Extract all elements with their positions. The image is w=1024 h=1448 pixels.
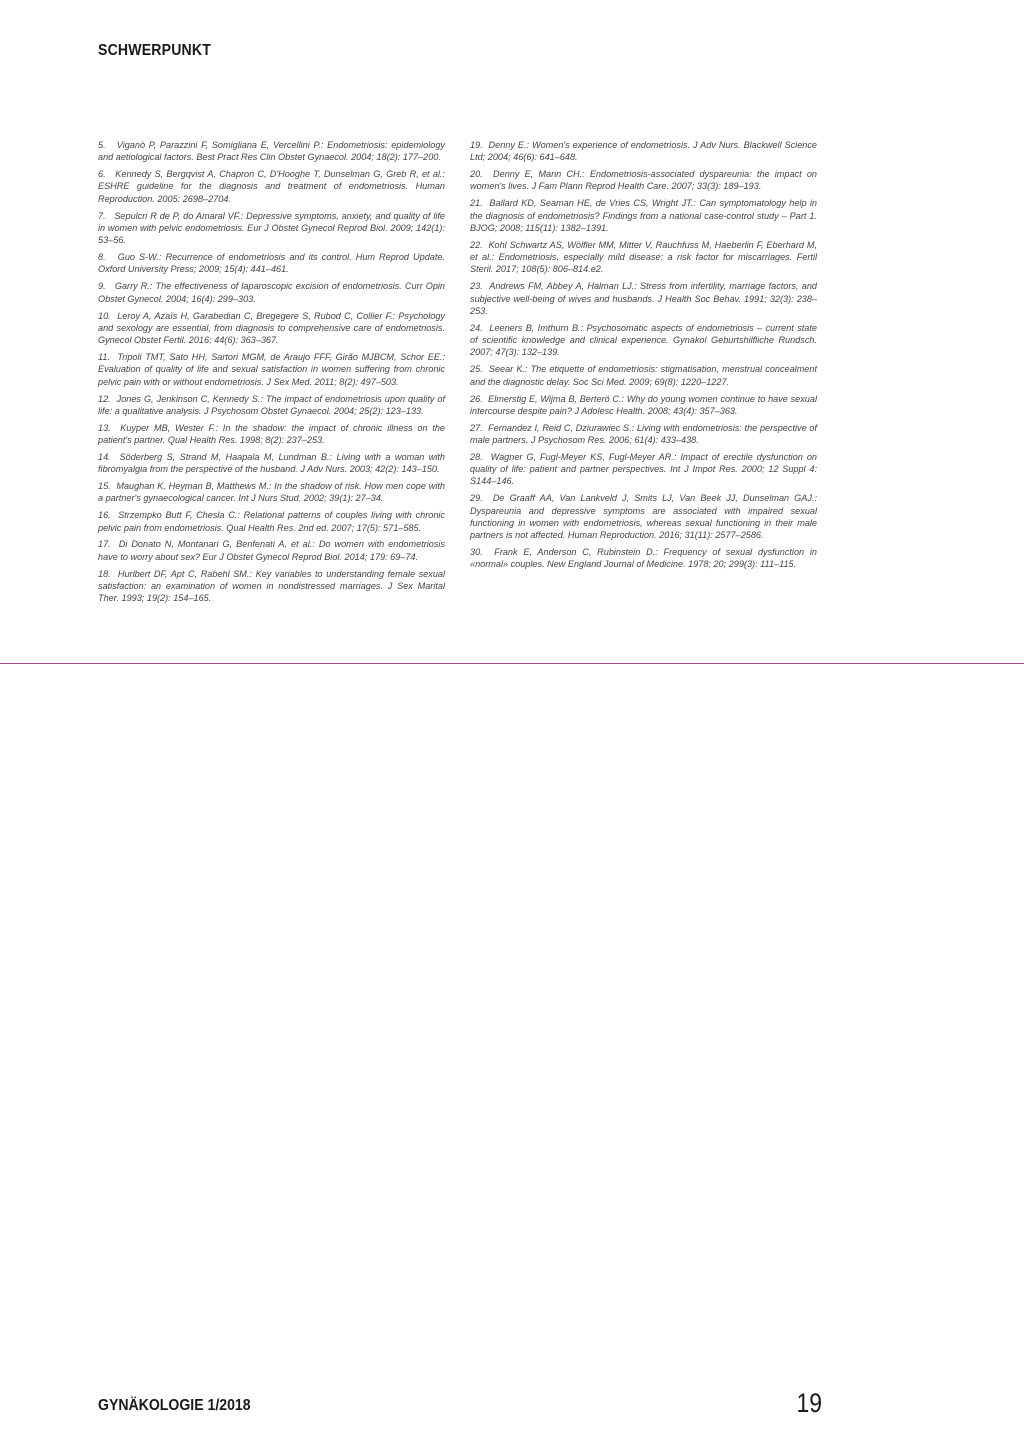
reference-item: 9. Garry R.: The effectiveness of laparoscopic excision of endometriosis. Curr Opin Obstet Gynecol. 2004; 16(4): 299–303. bbox=[98, 281, 445, 304]
section-header: SCHWERPUNKT bbox=[98, 42, 212, 59]
reference-item: 19. Denny E.: Women's experience of endometriosis. J Adv Nurs. Blackwell Science Ltd; 2004; 46(6): 641–648. bbox=[470, 140, 817, 163]
page-number: 19 bbox=[796, 1388, 822, 1418]
reference-item: 7. Sepulcri R de P, do Amaral VF.: Depressive symptoms, anxiety, and quality of life in women with pelvic endometriosis. Eur J Obstet Gynecol Reprod Biol. 2009; 142(1): 53–56. bbox=[98, 210, 445, 246]
reference-item: 15. Maughan K, Heyman B, Matthews M.: In the shadow of risk. How men cope with a partner's gynaecological cancer. Int J Nurs Stud. 2002; 39(1): 27–34. bbox=[98, 481, 445, 504]
reference-item: 10. Leroy A, Azaïs H, Garabedian C, Bregegere S, Rubod C, Collier F.: Psychology and sexology are essential, from diagnosis to comprehensive care of endometriosis. Gynecol Obstet Fertil. 2016; 44(6): 363–367. bbox=[98, 310, 445, 346]
reference-item: 24. Leeners B, Imthurn B.: Psychosomatic aspects of endometriosis – current state of scientific knowledge and clinical experience. Gynakol Geburtshilfliche Rundsch. 2007; 47(3): 132–139. bbox=[470, 322, 817, 358]
section-divider bbox=[0, 663, 1024, 664]
reference-item: 6. Kennedy S, Bergqvist A, Chapron C, D'Hooghe T, Dunselman G, Greb R, et al.: ESHRE guideline for the diagnosis and treatment of endometriosis. Human Reproduction. 2005: 2698–2704. bbox=[98, 169, 445, 204]
journal-footer: GYNÄKOLOGIE 1/2018 bbox=[98, 1397, 251, 1414]
references-column-left bbox=[98, 139, 445, 609]
reference-item: 22. Kohl Schwartz AS, Wölfler MM, Mitter V, Rauchfuss M, Haeberlin F, Eberhard M, et al.: Endometriosis, especially mild disease: a risk factor for miscarriages. Fertil Steril. 2017; 108(5): 806–814.e2. bbox=[470, 239, 817, 275]
reference-item: 25. Seear K.: The etiquette of endometriosis: stigmatisation, menstrual concealment and the diagnostic delay. Soc Sci Med. 2009; 69(8): 1220–1227. bbox=[470, 364, 817, 387]
reference-item: 5. Viganò P, Parazzini F, Somigliana E, Vercellini P.: Endometriosis: epidemiology and aetiological factors. Best Pract Res Clin Obstet Gynaecol. 2004; 18(2): 177–200. bbox=[98, 140, 445, 163]
reference-item: 13. Kuyper MB, Wester F.: In the shadow: the impact of chronic illness on the patient's partner. Qual Health Res. 1998; 8(2): 237–253. bbox=[98, 422, 445, 445]
reference-item: 30. Frank E, Anderson C, Rubinstein D.: Frequency of sexual dysfunction in «normal» couples. New England Journal of Medicine. 1978; 20; 299(3): 111–115. bbox=[470, 547, 817, 570]
reference-item: 14. Söderberg S, Strand M, Haapala M, Lundman B.: Living with a woman with fibromyalgia from the perspective of the husband. J Adv Nurs. 2003; 42(2): 143–150. bbox=[98, 451, 445, 475]
reference-item: 20. Denny E, Mann CH.: Endometriosis-associated dyspareunia: the impact on women's lives. J Fam Plann Reprod Health Care. 2007; 33(3): 189–193. bbox=[470, 169, 817, 192]
reference-item: 29. De Graaff AA, Van Lankveld J, Smits LJ, Van Beek JJ, Dunselman GAJ.: Dyspareunia and depressive symptoms are associated with impaired sexual functioning in women with endometriosis, whereas sexual functioning in their male partners is not affected. Human Reproduction. 2016; 31(11): 2577–2586. bbox=[470, 493, 817, 541]
reference-item: 27. Fernandez I, Reid C, Dziurawiec S.: Living with endometriosis: the perspective of male partners. J Psychosom Res. 2006; 61(4): 433–438. bbox=[470, 422, 817, 445]
reference-item: 18. Hurlbert DF, Apt C, Rabehl SM.: Key variables to understanding female sexual satisfaction: an examination of women in nondistressed marriages. J Sex Marital Ther. 1993; 19(2): 154–165. bbox=[98, 568, 445, 604]
reference-item: 16. Strzempko Butt F, Chesla C.: Relational patterns of couples living with chronic pelvic pain from endometriosis. Qual Health Res. 2nd ed. 2007; 17(5): 571–585. bbox=[98, 510, 445, 533]
reference-item: 17. Di Donato N, Montanari G, Benfenati A, et al.: Do women with endometriosis have to worry about sex? Eur J Obstet Gynecol Reprod Biol. 2014; 179: 69–74. bbox=[98, 539, 445, 562]
reference-item: 8. Guo S-W.: Recurrence of endometriosis and its control. Hum Reprod Update. Oxford University Press; 2009; 15(4): 441–461. bbox=[98, 252, 445, 275]
reference-item: 23. Andrews FM, Abbey A, Halman LJ.: Stress from infertility, marriage factors, and subjective well-being of wives and husbands. J Health Soc Behav. 1991; 32(3): 238–253. bbox=[470, 281, 817, 316]
reference-item: 21. Ballard KD, Seaman HE, de Vries CS, Wright JT.: Can symptomatology help in the diagnosis of endometriosis? Findings from a national case-control study – Part 1. BJOG; 2008; 115(11): 1382–1391. bbox=[470, 198, 817, 233]
reference-item: 26. Elmerstig E, Wijma B, Berterö C.: Why do young women continue to have sexual intercourse despite pain? J Adolesc Health. 2008; 43(4): 357–363. bbox=[470, 393, 817, 416]
reference-item: 11. Tripoli TMT, Sato HH, Sartori MGM, de Araujo FFF, Girão MJBCM, Schor EE.: Evaluation of quality of life and sexual satisfaction in women suffering from chronic pelvic pain with or without endometriosis. J Sex Med. 2011; 8(2): 497–503. bbox=[98, 352, 445, 387]
reference-item: 12. Jones G, Jenkinson C, Kennedy S.: The impact of endometriosis upon quality of life: a qualitative analysis. J Psychosom Obstet Gynaecol. 2004; 25(2): 123–133. bbox=[98, 393, 445, 416]
references-column-right bbox=[470, 139, 817, 575]
reference-item: 28. Wagner G, Fugl-Meyer KS, Fugl-Meyer AR.: Impact of erectile dysfunction on quality of life: patient and partner perspectives. Int J Impot Res. 2000; 12 Suppl 4: S144–146. bbox=[470, 451, 817, 487]
